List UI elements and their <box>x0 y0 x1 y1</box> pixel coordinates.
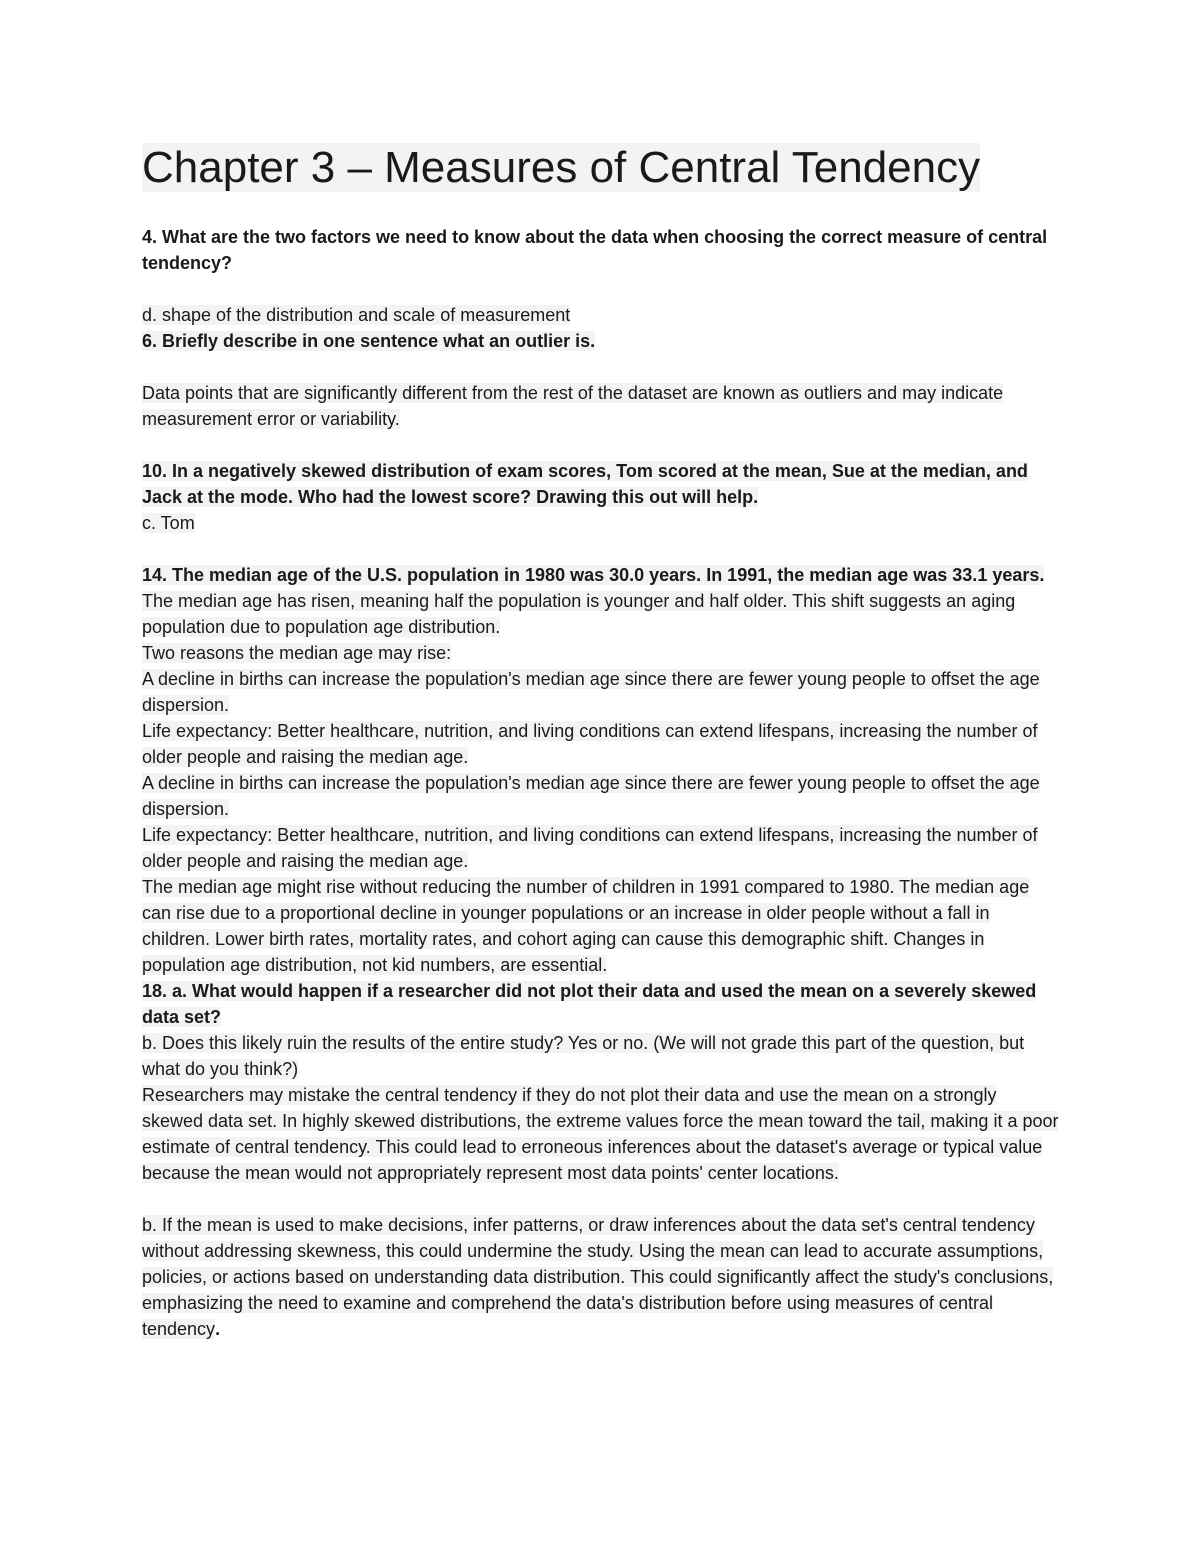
answer-14-line-4 <box>142 718 1062 770</box>
question-18-text: 18. a. What would happen if a researcher did not plot their data and used the mean on a severely skewed data set? <box>142 981 1037 1027</box>
answer-14-line-7 <box>142 874 1062 978</box>
answer-14-line-5 <box>142 770 1062 822</box>
answer-6-text: Data points that are significantly different from the rest of the dataset are known as outliers and may indicate measurement error or variability. <box>142 383 1004 429</box>
answer-6 <box>142 380 1062 432</box>
spacer <box>142 354 1062 380</box>
answer-10 <box>142 510 1062 536</box>
question-14 <box>142 562 1062 588</box>
question-18 <box>142 978 1062 1030</box>
question-18-b <box>142 1030 1062 1082</box>
answer-14-line-6-text: Life expectancy: Better healthcare, nutrition, and living conditions can extend lifespans, increasing the number of older people and raising the median age. <box>142 825 1038 871</box>
answer-18-a-text: Researchers may mistake the central tendency if they do not plot their data and use the mean on a strongly skewed data set. In highly skewed distributions, the extreme values force the mean toward the tail, making it a poor estimate of central tendency. This could lead to erroneous inferences about the dataset's average or typical value because the mean would not appropriately represent most data points' center locations. <box>142 1085 1059 1183</box>
question-6-text: 6. Briefly describe in one sentence what an outlier is. <box>142 331 596 351</box>
question-10 <box>142 458 1062 510</box>
answer-14-line-2-text: Two reasons the median age may rise: <box>142 643 452 663</box>
answer-14-line-3 <box>142 666 1062 718</box>
answer-14-line-1-text: The median age has risen, meaning half the population is younger and half older. This shift suggests an aging population due to population age distribution. <box>142 591 1016 637</box>
answer-14-line-7-text: The median age might rise without reducing the number of children in 1991 compared to 1980. The median age can rise due to a proportional decline in younger populations or an increase in older people without a fall in children. Lower birth rates, mortality rates, and cohort aging can cause this demographic shift. Changes in population age distribution, not kid numbers, are essential. <box>142 877 1030 975</box>
question-6 <box>142 328 1062 354</box>
answer-14-line-5-text: A decline in births can increase the population's median age since there are fewer young people to offset the age dispersion. <box>142 773 1040 819</box>
answer-10-text: c. Tom <box>142 513 195 533</box>
question-18-b-text: b. Does this likely ruin the results of the entire study? Yes or no. (We will not grade this part of the question, but what do you think?) <box>142 1033 1025 1079</box>
answer-14-line-2 <box>142 640 1062 666</box>
answer-14-line-6 <box>142 822 1062 874</box>
answer-4 <box>142 302 1062 328</box>
answer-4-text: d. shape of the distribution and scale of measurement <box>142 305 571 325</box>
question-10-text: 10. In a negatively skewed distribution of exam scores, Tom scored at the mean, Sue at the median, and Jack at the mode. Who had the lowest score? Drawing this out will help. <box>142 461 1028 507</box>
spacer <box>142 276 1062 302</box>
answer-18-b-end: . <box>215 1319 221 1339</box>
spacer <box>142 432 1062 458</box>
spacer <box>142 1186 1062 1212</box>
title-text: Chapter 3 – Measures of Central Tendency <box>142 143 981 192</box>
question-4: 4. What are the two factors we need to know about the data when choosing the correct measure of central tendency? <box>142 227 1048 273</box>
answer-18-b <box>142 1212 1062 1342</box>
page-title <box>142 140 1062 196</box>
document-body <box>142 140 1062 1342</box>
answer-14-line-3-text: A decline in births can increase the population's median age since there are fewer young people to offset the age dispersion. <box>142 669 1040 715</box>
answer-18-b-text: b. If the mean is used to make decisions, infer patterns, or draw inferences about the data set's central tendency without addressing skewness, this could undermine the study. Using the mean can lead to accurate assumptions, policies, or actions based on understanding data distribution. This could significantly affect the study's conclusions, emphasizing the need to examine and comprehend the data's distribution before using measures of central tendency <box>142 1215 1054 1339</box>
answer-18-a <box>142 1082 1062 1186</box>
spacer <box>142 536 1062 562</box>
answer-14-line-1 <box>142 588 1062 640</box>
answer-14-line-4-text: Life expectancy: Better healthcare, nutrition, and living conditions can extend lifespans, increasing the number of older people and raising the median age. <box>142 721 1038 767</box>
question-14-text: 14. The median age of the U.S. population in 1980 was 30.0 years. In 1991, the median age was 33.1 years. <box>142 565 1045 585</box>
